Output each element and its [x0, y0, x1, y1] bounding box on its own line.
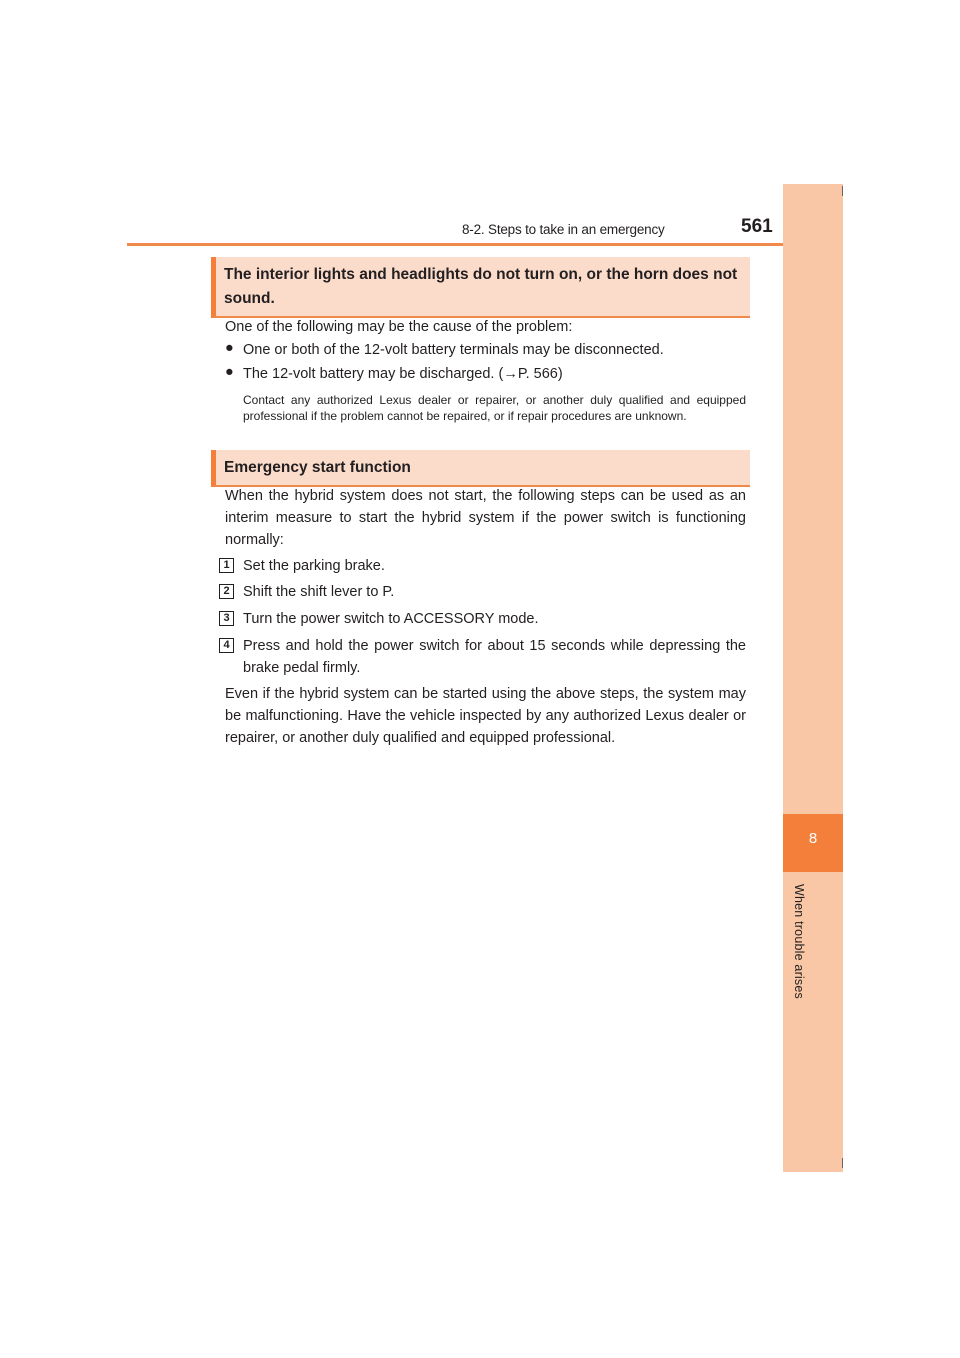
section-heading-emergency-start: Emergency start function — [211, 450, 750, 487]
crop-mark-top — [842, 186, 843, 196]
section2-intro: When the hybrid system does not start, the following steps can be used as an interim measure to start the hybrid system if the power switch is functioning normally: — [225, 488, 746, 548]
crop-mark-bottom — [842, 1158, 843, 1168]
step-text: Press and hold the power switch for about 15 seconds while depressing the brake pedal firmly. — [243, 638, 746, 676]
step-number-box: 2 — [219, 584, 234, 599]
chapter-number: 8 — [808, 830, 818, 847]
running-header-section: 8-2. Steps to take in an emergency — [462, 222, 665, 237]
bullet-marker: ● — [225, 340, 234, 356]
bullet-item: One or both of the 12-volt battery terminals may be disconnected. — [243, 342, 664, 358]
step-number-box: 4 — [219, 638, 234, 653]
section-heading-lights-horn: The interior lights and headlights do not turn on, or the horn does not sound. — [211, 257, 750, 318]
section2-closing: Even if the hybrid system can be started using the above steps, the system may be malfunctioning. Have the vehicle inspected by any authorized Lexus dealer or repairer, or another duly qualified and equipped professional. — [225, 686, 746, 746]
section1-note: Contact any authorized Lexus dealer or repairer, or another duly qualified and equipped professional if the problem cannot be repaired, or if repair procedures are unknown. — [243, 393, 746, 423]
step-number-box: 1 — [219, 558, 234, 573]
chapter-label: When trouble arises — [792, 884, 806, 999]
step-number-box: 3 — [219, 611, 234, 626]
page-number: 561 — [741, 216, 773, 237]
step-text: Shift the shift lever to P. — [243, 584, 395, 600]
section1-intro: One of the following may be the cause of the problem: — [225, 319, 573, 335]
step-text: Turn the power switch to ACCESSORY mode. — [243, 611, 539, 627]
bullet-item: The 12-volt battery may be discharged. (→P. 566) — [243, 366, 563, 382]
bullet-marker: ● — [225, 364, 234, 380]
chapter-number-tab — [783, 814, 843, 872]
header-rule — [127, 243, 843, 246]
step-text: Set the parking brake. — [243, 558, 385, 574]
